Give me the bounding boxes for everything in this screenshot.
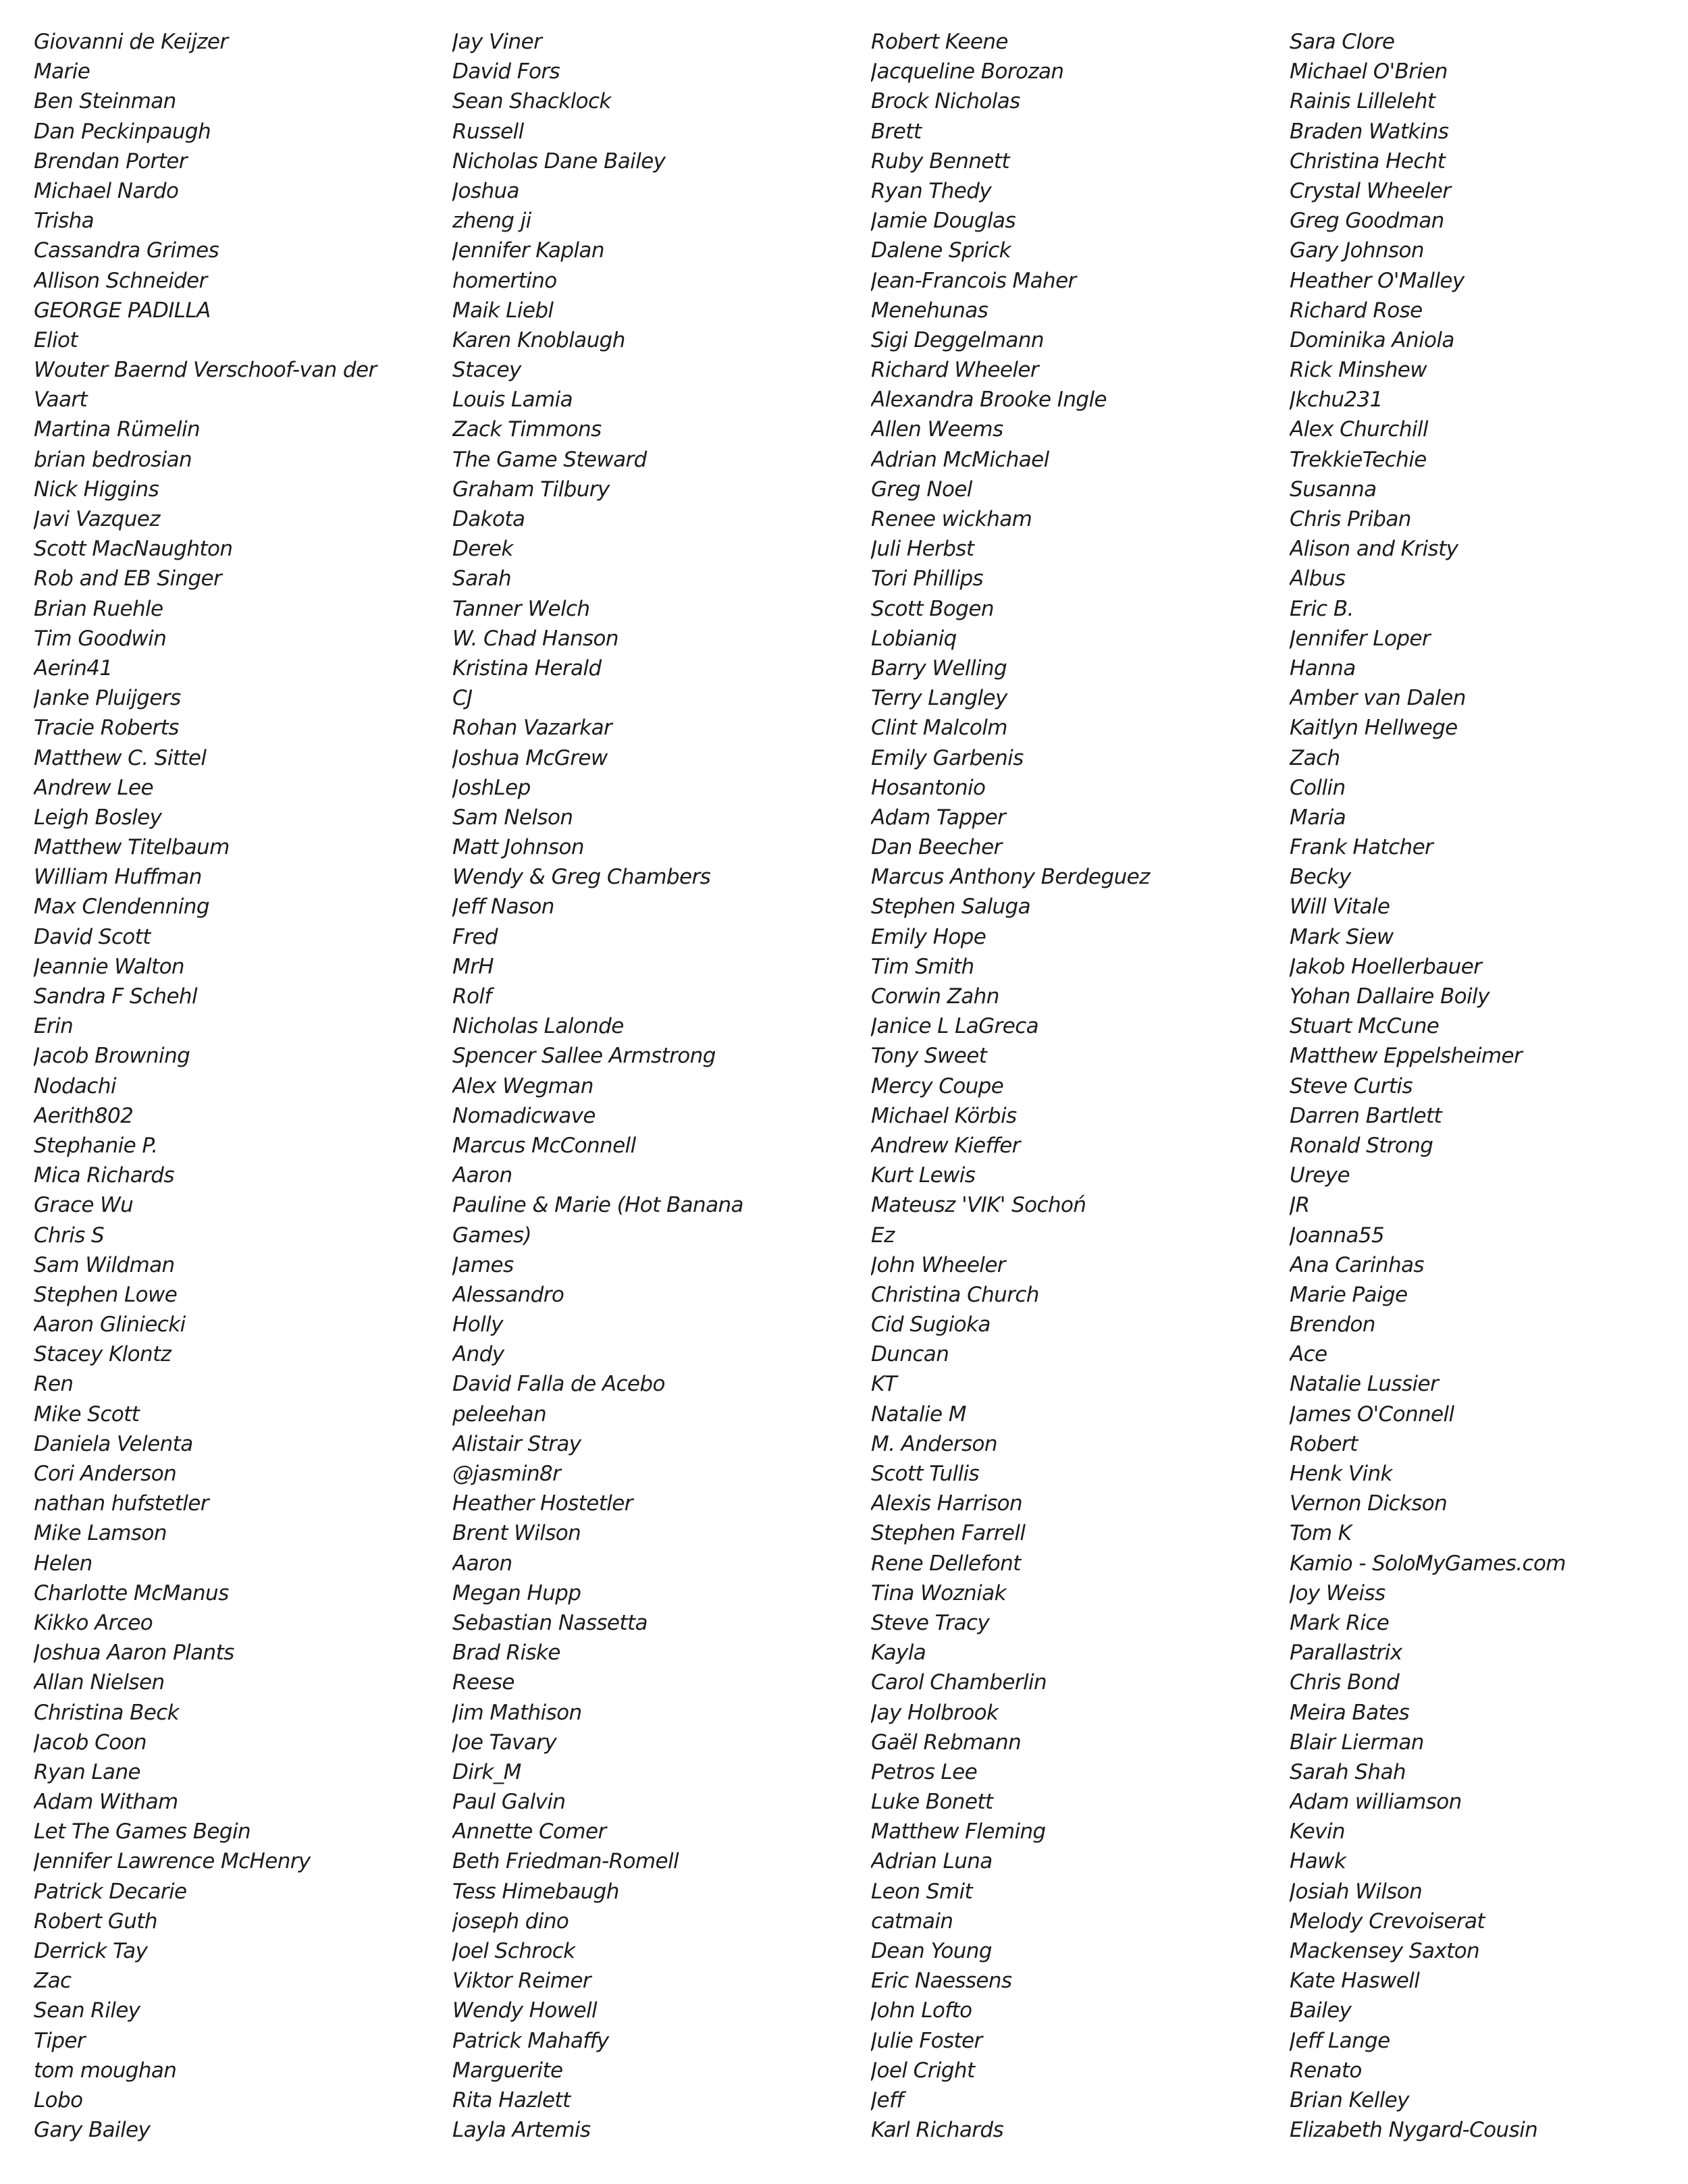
name-entry: Rolf [452, 984, 492, 1009]
name-entry: Giovanni de Keijzer [34, 30, 228, 54]
name-entry: Kevin [1290, 1819, 1345, 1844]
name-entry: CJ [452, 686, 473, 711]
name-entry: Jim Mathison [452, 1700, 582, 1725]
name-entry: Natalie Lussier [1290, 1372, 1439, 1397]
name-entry: Tim Goodwin [34, 626, 167, 651]
name-entry: Leon Smit [871, 1879, 973, 1904]
name-entry: catmain [871, 1909, 953, 1934]
name-entry: Beth Friedman-Romell [452, 1849, 679, 1874]
name-entry: Gaël Rebmann [871, 1730, 1022, 1755]
name-entry: Jacob Browning [34, 1044, 190, 1069]
name-entry: James [452, 1252, 514, 1277]
name-entry: Russell [452, 119, 524, 144]
name-entry: Nicholas Dane Bailey [452, 149, 666, 174]
name-entry: GEORGE PADILLA [34, 298, 211, 323]
name-entry: Robert [1290, 1431, 1358, 1456]
name-entry: MrH [452, 954, 494, 979]
name-entry: Julie Foster [871, 2028, 982, 2053]
name-entry: Emily Garbenis [871, 745, 1024, 770]
name-entry: Marcus McConnell [452, 1133, 636, 1158]
name-entry: Megan Hupp [452, 1580, 581, 1605]
name-entry: Cori Anderson [34, 1462, 177, 1486]
name-entry: Michael O'Brien [1290, 59, 1448, 84]
name-entry: Aaron [452, 1163, 512, 1188]
name-entry: Henk Vink [1290, 1462, 1392, 1486]
name-entry: David Scott [34, 924, 151, 949]
name-entry: Zach [1290, 745, 1340, 770]
name-entry: Sara Clore [1290, 30, 1395, 54]
name-entry: Stephen Saluga [871, 895, 1031, 920]
name-entry: Michael Körbis [871, 1103, 1017, 1128]
name-entry: Cassandra Grimes [34, 238, 219, 263]
name-entry: Darren Bartlett [1290, 1103, 1442, 1128]
name-entry: Matt Johnson [452, 835, 584, 860]
name-entry: Martina Rümelin [34, 417, 201, 442]
name-entry: Crystal Wheeler [1290, 178, 1451, 203]
name-entry: Adam Witham [34, 1790, 178, 1815]
name-entry: Kate Haswell [1290, 1969, 1420, 1994]
name-entry: Rene Dellefont [871, 1551, 1021, 1576]
name-entry: Fred [452, 924, 498, 949]
name-entry: Brent Wilson [452, 1521, 581, 1546]
name-entry: Yohan Dallaire Boily [1290, 984, 1489, 1009]
name-entry: Steve Tracy [871, 1610, 990, 1635]
name-entry: Zack Timmons [452, 417, 602, 442]
name-entry: Steve Curtis [1290, 1073, 1413, 1098]
name-entry: Viktor Reimer [452, 1969, 591, 1994]
name-entry: Marcus Anthony Berdeguez [871, 865, 1150, 890]
name-entry: Tiper [34, 2028, 86, 2053]
name-entry: Patrick Decarie [34, 1879, 187, 1904]
name-entry: Jennifer Lawrence McHenry [34, 1849, 311, 1874]
name-entry: Mackensey Saxton [1290, 1939, 1480, 1963]
name-entry: Ryan Lane [34, 1759, 140, 1784]
name-entry: Stacey Klontz [34, 1342, 172, 1367]
name-entry: Sam Nelson [452, 805, 573, 830]
name-entry: Jkchu231 [1290, 388, 1383, 412]
name-entry: Matthew Titelbaum [34, 835, 230, 860]
name-entry: Tony Sweet [871, 1044, 987, 1069]
name-entry: joseph dino [452, 1909, 569, 1934]
name-entry: Tanner Welch [452, 596, 590, 621]
name-entry: Christina Church [871, 1282, 1039, 1307]
name-entry: Tom K [1290, 1521, 1352, 1546]
name-entry: Michael Nardo [34, 178, 179, 203]
name-entry: Joanna55 [1290, 1223, 1385, 1248]
name-entry: Nodachi [34, 1073, 116, 1098]
name-entry: W. Chad Hanson [452, 626, 618, 651]
name-entry: Jennifer Kaplan [452, 238, 604, 263]
name-entry: Brian Ruehle [34, 596, 163, 621]
name-entry: Sandra F Schehl [34, 984, 197, 1009]
name-entry: Frank Hatcher [1290, 835, 1433, 860]
name-entry: Matthew C. Sittel [34, 745, 207, 770]
backer-name-list [34, 27, 1681, 2174]
name-entry: Jeff [871, 2087, 903, 2112]
name-entry: Susanna [1290, 477, 1377, 502]
name-entry: Chris S [34, 1223, 105, 1248]
name-entry: Josiah Wilson [1290, 1879, 1423, 1904]
name-entry: Stephen Farrell [871, 1521, 1026, 1546]
name-entry: Allen Weems [871, 417, 1003, 442]
name-entry: Charlotte McManus [34, 1580, 229, 1605]
name-entry: Nick Higgins [34, 477, 159, 502]
name-entry: Louis Lamia [452, 388, 573, 412]
name-entry: Duncan [871, 1342, 949, 1367]
name-entry: Becky [1290, 865, 1351, 890]
name-entry: Rob and EB Singer [34, 566, 222, 591]
name-entry: Rainis Lilleleht [1290, 89, 1435, 114]
name-entry: Juli Herbst [871, 537, 974, 562]
name-entry: Parallastrix [1290, 1641, 1402, 1666]
name-entry: Petros Lee [871, 1759, 978, 1784]
name-entry: Aaron [452, 1551, 512, 1576]
name-entry: Joshua McGrew [452, 745, 608, 770]
name-entry: Melody Crevoiserat [1290, 1909, 1485, 1934]
name-entry: Clint Malcolm [871, 716, 1007, 741]
name-entry: Ronald Strong [1290, 1133, 1433, 1158]
name-entry: TrekkieTechie [1290, 447, 1427, 472]
name-entry: Mike Scott [34, 1402, 140, 1427]
name-entry: Stephanie P. [34, 1133, 158, 1158]
name-entry: Andy [452, 1342, 504, 1367]
name-entry: David Falla de Acebo [452, 1372, 665, 1397]
name-entry: Sam Wildman [34, 1252, 175, 1277]
name-column-4 [1290, 27, 1688, 2145]
name-entry: Blair Lierman [1290, 1730, 1424, 1755]
name-entry: Joshua [452, 178, 519, 203]
name-entry: Kristina Herald [452, 656, 602, 681]
name-entry: Matthew Eppelsheimer [1290, 1044, 1523, 1069]
name-entry: Karl Richards [871, 2118, 1004, 2143]
name-entry: Maria [1290, 805, 1346, 830]
name-entry: Aerith802 [34, 1103, 134, 1128]
name-entry: Nomadicwave [452, 1103, 596, 1128]
name-entry: M. Anderson [871, 1431, 997, 1456]
name-entry: Sarah Shah [1290, 1759, 1406, 1784]
name-entry: Andrew Kieffer [871, 1133, 1020, 1158]
name-entry: Spencer Sallee Armstrong [452, 1044, 716, 1069]
name-entry: Tracie Roberts [34, 716, 179, 741]
name-entry: James O'Connell [1290, 1402, 1454, 1427]
name-entry: Chris Priban [1290, 507, 1411, 531]
name-entry: Allan Nielsen [34, 1670, 165, 1695]
name-entry: Jennifer Loper [1290, 626, 1431, 651]
name-column-2 [452, 27, 851, 2145]
name-entry: Kamio - SoloMyGames.com [1290, 1551, 1566, 1576]
name-entry: Heather O'Malley [1290, 268, 1465, 293]
name-entry: Alexis Harrison [871, 1491, 1023, 1516]
name-entry: Patrick Mahaffy [452, 2028, 609, 2053]
name-entry: Jacqueline Borozan [871, 59, 1064, 84]
name-entry: Eliot [34, 327, 78, 352]
name-entry: Dominika Aniola [1290, 327, 1454, 352]
name-entry: Nicholas Lalonde [452, 1014, 624, 1039]
name-entry: Pauline & Marie (Hot Banana [452, 1193, 743, 1218]
name-entry: David Fors [452, 59, 560, 84]
name-entry: Vernon Dickson [1290, 1491, 1448, 1516]
name-entry: Dalene Sprick [871, 238, 1011, 263]
name-entry: Hanna [1290, 656, 1356, 681]
name-entry: Lobianiq [871, 626, 957, 651]
name-entry: Dakota [452, 507, 525, 531]
name-entry: Natalie M [871, 1402, 966, 1427]
name-entry: Renato [1290, 2058, 1362, 2083]
name-entry: Leigh Bosley [34, 805, 162, 830]
name-entry: Robert Guth [34, 1909, 157, 1934]
name-entry: Sean Shacklock [452, 89, 611, 114]
name-entry: Sebastian Nassetta [452, 1610, 648, 1635]
name-entry: Meira Bates [1290, 1700, 1410, 1725]
name-entry: Gary Bailey [34, 2118, 151, 2143]
name-entry: Graham Tilbury [452, 477, 610, 502]
name-entry: JoshLep [452, 775, 531, 800]
name-entry: Sean Riley [34, 1998, 140, 2023]
name-entry: Derrick Tay [34, 1939, 148, 1963]
name-entry: Sarah [452, 566, 512, 591]
name-entry: Adrian McMichael [871, 447, 1049, 472]
name-entry: Marguerite [452, 2058, 563, 2083]
name-entry: Joel Schrock [452, 1939, 575, 1963]
name-entry: Joshua Aaron Plants [34, 1641, 234, 1666]
name-entry: Robert Keene [871, 30, 1008, 54]
name-entry: John Wheeler [871, 1252, 1005, 1277]
name-entry: Ureye [1290, 1163, 1350, 1188]
name-entry: Kayla [871, 1641, 926, 1666]
name-entry: William Huffman [34, 865, 202, 890]
name-entry: Wendy Howell [452, 1998, 597, 2023]
name-entry: Eric B. [1290, 596, 1354, 621]
name-entry: Mike Lamson [34, 1521, 167, 1546]
name-entry: Rohan Vazarkar [452, 716, 612, 741]
name-entry: Ana Carinhas [1290, 1252, 1424, 1277]
name-entry: Kurt Lewis [871, 1163, 976, 1188]
name-entry: Daniela Velenta [34, 1431, 193, 1456]
name-entry: Janke Pluijgers [34, 686, 181, 711]
name-entry: Mark Rice [1290, 1610, 1390, 1635]
name-entry: Jay Holbrook [871, 1700, 999, 1725]
name-entry: Amber van Dalen [1290, 686, 1466, 711]
name-entry: Corwin Zahn [871, 984, 999, 1009]
name-entry: Greg Noel [871, 477, 972, 502]
name-entry: Tina Wozniak [871, 1580, 1006, 1605]
name-entry: Reese [452, 1670, 515, 1695]
name-entry: peleehan [452, 1402, 546, 1427]
name-entry: Maik Liebl [452, 298, 554, 323]
name-entry: Vaart [34, 388, 88, 412]
name-entry: Helen [34, 1551, 93, 1576]
name-entry: Let The Games Begin [34, 1819, 251, 1844]
name-entry: Grace Wu [34, 1193, 134, 1218]
name-entry: Holly [452, 1312, 503, 1337]
name-entry: Javi Vazquez [34, 507, 160, 531]
name-entry: Marie Paige [1290, 1282, 1408, 1307]
name-entry: Max Clendenning [34, 895, 209, 920]
name-entry: Bailey [1290, 1998, 1352, 2023]
name-entry: Kikko Arceo [34, 1610, 153, 1635]
name-entry: Annette Comer [452, 1819, 606, 1844]
name-entry: Scott Tullis [871, 1462, 980, 1486]
name-entry: Christina Beck [34, 1700, 180, 1725]
name-entry: nathan hufstetler [34, 1491, 209, 1516]
name-entry: Ez [871, 1223, 895, 1248]
name-entry: Hawk [1290, 1849, 1346, 1874]
name-entry: Sigi Deggelmann [871, 327, 1044, 352]
name-entry: Jean-Francois Maher [871, 268, 1076, 293]
name-entry: Alessandro [452, 1282, 564, 1307]
name-entry: Jeannie Walton [34, 954, 184, 979]
name-entry: Renee wickham [871, 507, 1032, 531]
name-entry: Barry Welling [871, 656, 1007, 681]
name-entry: John Lofto [871, 1998, 972, 2023]
name-entry: Matthew Fleming [871, 1819, 1046, 1844]
name-entry: Andrew Lee [34, 775, 153, 800]
name-entry: Allison Schneider [34, 268, 207, 293]
name-entry: Karen Knoblaugh [452, 327, 625, 352]
name-entry: Rick Minshew [1290, 358, 1427, 383]
name-entry: Rita Hazlett [452, 2087, 571, 2112]
name-entry: Marie [34, 59, 90, 84]
name-entry: Jeff Nason [452, 895, 554, 920]
name-entry: KT [871, 1372, 897, 1397]
name-entry: Scott MacNaughton [34, 537, 233, 562]
name-entry: Alex Churchill [1290, 417, 1428, 442]
name-entry: Games) [452, 1223, 531, 1248]
name-entry: Dean Young [871, 1939, 992, 1963]
name-entry: Braden Watkins [1290, 119, 1449, 144]
name-entry: Hosantonio [871, 775, 986, 800]
name-entry: Joy Weiss [1290, 1580, 1386, 1605]
name-entry: Elizabeth Nygard-Cousin [1290, 2118, 1538, 2143]
name-entry: Terry Langley [871, 686, 1007, 711]
name-entry: Mica Richards [34, 1163, 174, 1188]
name-entry: Adrian Luna [871, 1849, 993, 1874]
name-entry: Jamie Douglas [871, 209, 1016, 234]
name-entry: Mercy Coupe [871, 1073, 1004, 1098]
name-entry: Chris Bond [1290, 1670, 1400, 1695]
name-entry: Brad Riske [452, 1641, 560, 1666]
name-entry: Collin [1290, 775, 1346, 800]
name-entry: Dan Peckinpaugh [34, 119, 211, 144]
name-entry: Brendon [1290, 1312, 1375, 1337]
name-entry: zheng ji [452, 209, 531, 234]
name-column-3 [871, 27, 1269, 2145]
name-entry: Brett [871, 119, 922, 144]
name-entry: Wouter Baernd Verschoof-van der [34, 358, 377, 383]
name-entry: Aaron Gliniecki [34, 1312, 186, 1337]
name-entry: Richard Wheeler [871, 358, 1038, 383]
name-entry: Brock Nicholas [871, 89, 1020, 114]
name-entry: Greg Goodman [1290, 209, 1444, 234]
name-entry: Menehunas [871, 298, 988, 323]
name-entry: Adam williamson [1290, 1790, 1462, 1815]
name-entry: Janice L LaGreca [871, 1014, 1039, 1039]
name-entry: Scott Bogen [871, 596, 994, 621]
name-entry: Adam Tapper [871, 805, 1006, 830]
name-entry: Kaitlyn Hellwege [1290, 716, 1458, 741]
name-entry: Stephen Lowe [34, 1282, 178, 1307]
name-entry: Jacob Coon [34, 1730, 147, 1755]
name-entry: Ren [34, 1372, 74, 1397]
name-entry: Tim Smith [871, 954, 974, 979]
name-entry: Stacey [452, 358, 521, 383]
name-entry: Stuart McCune [1290, 1014, 1440, 1039]
name-entry: Will Vitale [1290, 895, 1390, 920]
name-entry: Tess Himebaugh [452, 1879, 619, 1904]
name-entry: Tori Phillips [871, 566, 984, 591]
name-entry: Layla Artemis [452, 2118, 591, 2143]
name-entry: brian bedrosian [34, 447, 192, 472]
name-entry: Wendy & Greg Chambers [452, 865, 711, 890]
name-entry: Paul Galvin [452, 1790, 566, 1815]
name-entry: Jeff Lange [1290, 2028, 1390, 2053]
name-entry: Mark Siew [1290, 924, 1394, 949]
name-entry: Richard Rose [1290, 298, 1423, 323]
name-entry: Mateusz 'VIK' Sochoń [871, 1193, 1086, 1218]
name-entry: Christina Hecht [1290, 149, 1446, 174]
name-entry: Dan Beecher [871, 835, 1002, 860]
name-entry: Alison and Kristy [1290, 537, 1458, 562]
name-entry: Cid Sugioka [871, 1312, 991, 1337]
name-entry: Ace [1290, 1342, 1327, 1367]
name-entry: Ryan Thedy [871, 178, 992, 203]
name-entry: Lobo [34, 2087, 83, 2112]
name-entry: Erin [34, 1014, 74, 1039]
name-entry: Brian Kelley [1290, 2087, 1409, 2112]
name-entry: Jay Viner [452, 30, 542, 54]
name-entry: @jasmin8r [452, 1462, 561, 1486]
name-entry: Alex Wegman [452, 1073, 594, 1098]
name-entry: Derek [452, 537, 513, 562]
name-entry: Gary Johnson [1290, 238, 1424, 263]
name-entry: Carol Chamberlin [871, 1670, 1047, 1695]
name-entry: Alistair Stray [452, 1431, 581, 1456]
name-entry: Alexandra Brooke Ingle [871, 388, 1107, 412]
name-entry: Brendan Porter [34, 149, 187, 174]
name-entry: tom moughan [34, 2058, 177, 2083]
name-entry: Heather Hostetler [452, 1491, 633, 1516]
name-entry: Joe Tavary [452, 1730, 557, 1755]
name-entry: Trisha [34, 209, 95, 234]
name-entry: The Game Steward [452, 447, 647, 472]
name-entry: Emily Hope [871, 924, 986, 949]
name-entry: Luke Bonett [871, 1790, 993, 1815]
name-entry: Aerin41 [34, 656, 113, 681]
name-entry: Dirk_M [452, 1759, 521, 1784]
name-entry: homertino [452, 268, 557, 293]
name-entry: Ruby Bennett [871, 149, 1009, 174]
name-entry: Ben Steinman [34, 89, 176, 114]
name-entry: Eric Naessens [871, 1969, 1012, 1994]
name-entry: Zac [34, 1969, 72, 1994]
name-entry: Joel Cright [871, 2058, 975, 2083]
name-entry: JR [1290, 1193, 1310, 1218]
name-entry: Jakob Hoellerbauer [1290, 954, 1482, 979]
name-column-1 [34, 27, 432, 2145]
name-entry: Albus [1290, 566, 1346, 591]
